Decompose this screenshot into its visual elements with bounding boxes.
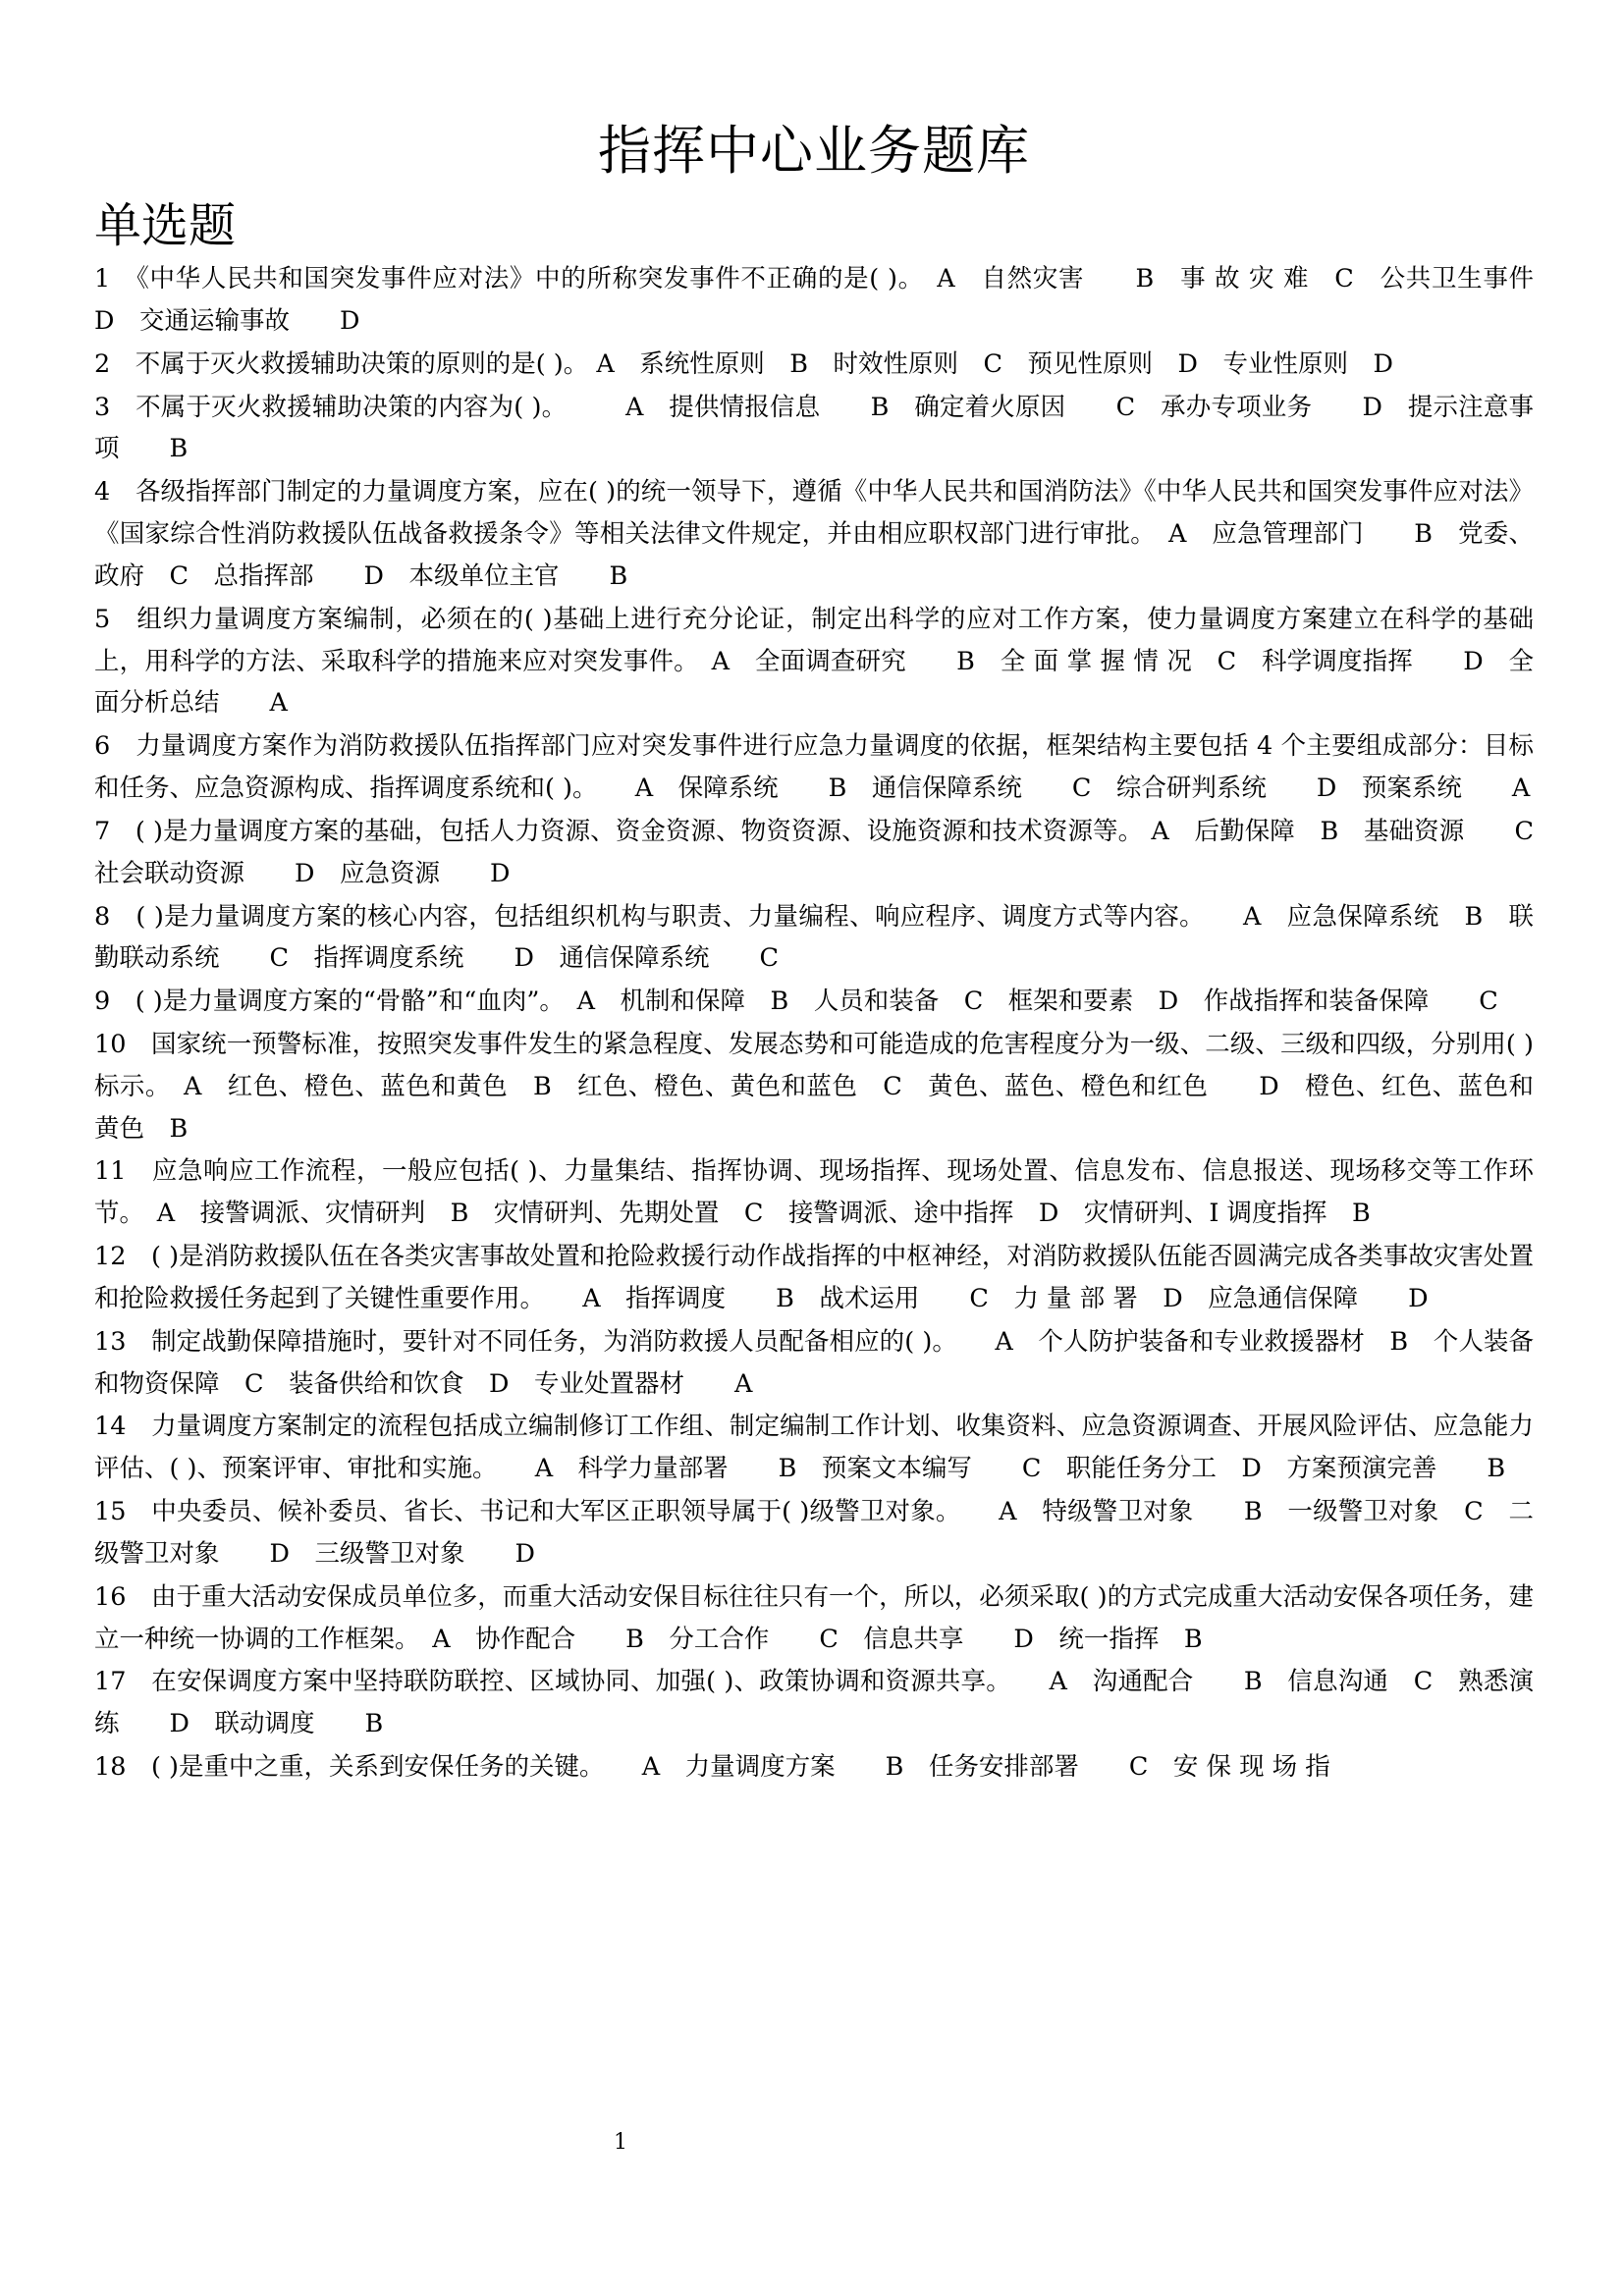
question-item: 10 国家统一预警标准，按照突发事件发生的紧急程度、发展态势和可能造成的危害程度分为一级、二级、三级和四级，分别用( )标示。 A 红色、橙色、蓝色和黄色 B 红色、橙色、黄色和蓝色 C 黄色、蓝色、橙色和红色 D 橙色、红色、蓝色和黄色 B [94,1030,1534,1144]
question-item: 15 中央委员、候补委员、省长、书记和大军区正职领导属于( )级警卫对象。 A 特级警卫对象 B 一级警卫对象 C 二级警卫对象 D 三级警卫对象 D [94,1497,1534,1569]
question-item: 8 ( )是力量调度方案的核心内容，包括组织机构与职责、力量编程、响应程序、调度方式等内容。 A 应急保障系统 B 联勤联动系统 C 指挥调度系统 D 通信保障系统 C [94,901,1534,974]
question-item: 7 ( )是力量调度方案的基础，包括人力资源、资金资源、物资资源、设施资源和技术资源等。 A 后勤保障 B 基础资源 C 社会联动资源 D 应急资源 D [94,816,1559,888]
question-item: 2 不属于灭火救援辅助决策的原则的是( )。 A 系统性原则 B 时效性原则 C 预见性原则 D 专业性原则 D [94,348,1393,379]
page-content [94,0,1585,1789]
question-item: 17 在安保调度方案中坚持联防联控、区域协同、加强( )、政策协调和资源共享。 A 沟通配合 B 信息沟通 C 熟悉演练 D 联动调度 B [94,1667,1534,1739]
question-item: 3 不属于灭火救援辅助决策的内容为( )。 A 提供情报信息 B 确定着火原因 C 承办专项业务 D 提示注意事项 B [94,392,1534,464]
question-item: 1 《中华人民共和国突发事件应对法》中的所称突发事件不正确的是( )。 A 自然灾害 B 事 故 灾 难 C 公共卫生事件 D 交通运输事故 D [94,264,1585,336]
question-item: 12 ( )是消防救援队伍在各类灾害事故处置和抢险救援行动作战指挥的中枢神经，对消防救援队伍能否圆满完成各类事故灾害处置和抢险救援任务起到了关键性重要作用。 A 指挥调度 B 战术运用 C 力 量 部 署 D 应急通信保障 D [94,1242,1534,1313]
page-title: 指挥中心业务题库 [598,120,1030,182]
page-footer [0,2130,1624,2155]
page-number: 1 [614,2130,627,2155]
question-item: 11 应急响应工作流程，一般应包括( )、力量集结、指挥协调、现场指挥、现场处置、信息发布、信息报送、现场移交等工作环节。 A 接警调派、灾情研判 B 灾情研判、先期处置 C 接警调派、途中指挥 D 灾情研判、I 调度指挥 B [94,1156,1534,1229]
question-item: 18 ( )是重中之重，关系到安保任务的关键。 A 力量调度方案 B 任务安排部署 C 安 保 现 场 指 [94,1752,1330,1783]
question-item: 9 ( )是力量调度方案的“骨骼”和“血肉”。 A 机制和保障 B 人员和装备 C 框架和要素 D 作战指挥和装备保障 C [94,987,1498,1017]
question-item: 14 力量调度方案制定的流程包括成立编制修订工作组、制定编制工作计划、收集资料、应急资源调查、开展风险评估、应急能力评估、( )、预案评审、审批和实施。 A 科学力量部署 B 预案文本编写 C 职能任务分工 D 方案预演完善 B [94,1412,1534,1484]
question-item: 16 由于重大活动安保成员单位多，而重大活动安保目标往往只有一个，所以，必须采取( )的方式完成重大活动安保各项任务，建立一种统一协调的工作框架。 A 协作配合 B 分工合作 C 信息共享 D 统一指挥 B [94,1581,1534,1654]
question-item: 6 力量调度方案作为消防救援队伍指挥部门应对突发事件进行应急力量调度的依据，框架结构主要包括 4 个主要组成部分：目标和任务、应急资源构成、指挥调度系统和( )。 A 保障系统 B 通信保障系统 C 综合研判系统 D 预案系统 A [94,731,1534,804]
question-item: 5 组织力量调度方案编制，必须在的( )基础上进行充分论证，制定出科学的应对工作方案，使力量调度方案建立在科学的基础上，用科学的方法、采取科学的措施来应对突发事件。 A 全面调查研究 B 全 面 掌 握 情 况 C 科学调度指挥 D 全面分析总结 A [94,604,1534,719]
section-heading-single-choice: 单选题 [94,197,237,253]
question-item: 4 各级指挥部门制定的力量调度方案，应在( )的统一领导下，遵循《中华人民共和国消防法》《中华人民共和国突发事件应对法》《国家综合性消防救援队伍战备救援条令》等相关法律文件规定，并由相应职权部门进行审批。 A 应急管理部门 B 党委、政府 C 总指挥部 D 本级单位主官 B [94,477,1534,591]
question-item: 13 制定战勤保障措施时，要针对不同任务，为消防救援人员配备相应的( )。 A 个人防护装备和专业救援器材 B 个人装备和物资保障 C 装备供给和饮食 D 专业处置器材 A [94,1326,1534,1399]
question-list [94,258,1585,1789]
